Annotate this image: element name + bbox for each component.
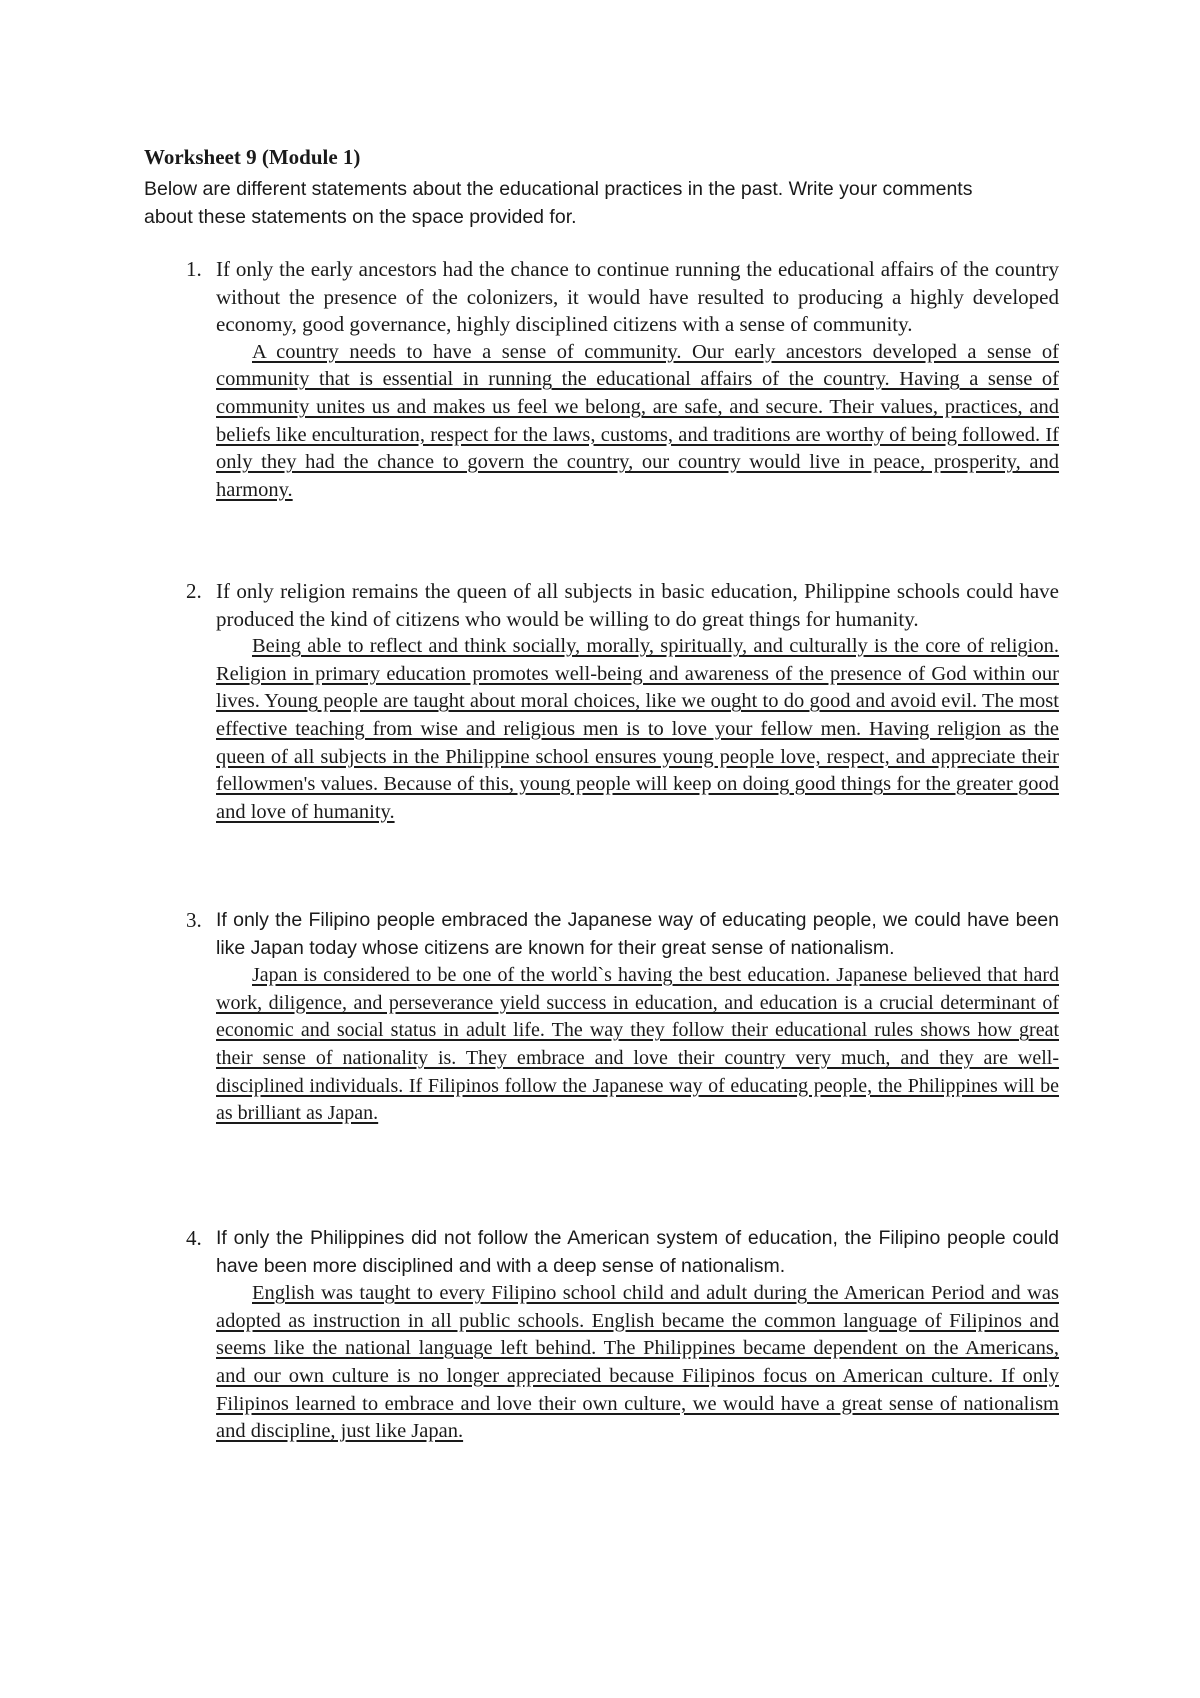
question-item-2 — [186, 578, 1059, 826]
question-statement: If only the Philippines did not follow the American system of education, the Filipino people could have been more disciplined and with a deep sense of nationalism. — [216, 1227, 1059, 1277]
question-number: 2. — [186, 579, 202, 603]
question-statement: If only the Filipino people embraced the Japanese way of educating people, we could have been like Japan today whose citizens are known for their great sense of nationalism. — [216, 909, 1059, 959]
worksheet-title: Worksheet 9 (Module 1) — [144, 145, 361, 169]
question-number: 3. — [186, 908, 202, 932]
question-statement: If only the early ancestors had the chance to continue running the educational affairs of the country without the presence of the colonizers, it would have resulted to producing a highly developed economy, good governance, highly disciplined citizens with a sense of community. — [216, 257, 1059, 337]
question-item-3 — [186, 907, 1059, 1128]
question-item-4 — [186, 1225, 1059, 1446]
answer-text: Japan is considered to be one of the world`s having the best education. Japanese believed that hard work, diligence, and perseverance yield success in education, and education is a crucial determinant of economic and social status in adult life. The way they follow their educational rules shows how great their sense of nationality is. They embrace and love their country very much, and they are well-disciplined individuals. If Filipinos follow the Japanese way of educating people, the Philippines will be as brilliant as Japan. — [216, 964, 1059, 1125]
question-number: 4. — [186, 1226, 202, 1250]
answer-text: English was taught to every Filipino school child and adult during the American Period and was adopted as instruction in all public schools. English became the common language of Filipinos and seems like the national language left behind. The Philippines became dependent on the Americans, and our own culture is no longer appreciated because Filipinos focus on American culture. If only Filipinos learned to embrace and love their own culture, we would have a great sense of nationalism and discipline, just like Japan. — [216, 1282, 1059, 1443]
question-item-1 — [186, 256, 1059, 504]
question-number: 1. — [186, 257, 202, 281]
answer-text: A country needs to have a sense of community. Our early ancestors developed a sense of community that is essential in running the educational affairs of the country. Having a sense of community unites us and makes us feel we belong, are safe, and secure. Their values, practices, and beliefs like enculturation, respect for the laws, customs, and traditions are worthy of being followed. If only they had the chance to govern the country, our country would live in peace, prosperity, and harmony. — [216, 340, 1059, 501]
worksheet-instructions: Below are different statements about the educational practices in the past. Write your comments about these statements on the space provided for. — [144, 178, 973, 228]
answer-text: Being able to reflect and think socially, morally, spiritually, and culturally is the core of religion. Religion in primary education promotes well-being and awareness of the presence of God within our lives. Young people are taught about moral choices, like we ought to do good and avoid evil. The most effective teaching from wise and religious men is to love your fellow men. Having religion as the queen of all subjects in the Philippine school ensures young people love, respect, and appreciate their fellowmen's values. Because of this, young people will keep on doing good things for the greater good and love of humanity. — [216, 635, 1059, 823]
question-statement: If only religion remains the queen of all subjects in basic education, Philippine schools could have produced the kind of citizens who would be willing to do great things for humanity. — [216, 579, 1059, 631]
